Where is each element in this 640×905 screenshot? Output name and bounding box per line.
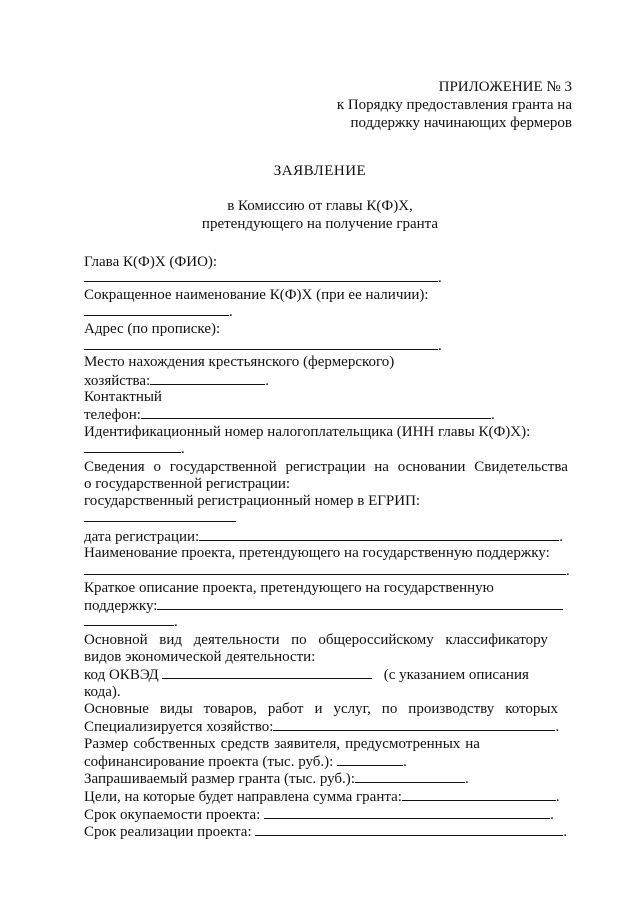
okved-row: код ОКВЭД (с указанием описания [84,667,529,683]
project-desc-field-row-2: . [84,612,178,631]
location-label-1: Место нахождения крестьянского (фермерского) [84,354,395,370]
grant-size-field[interactable] [355,769,465,783]
goals-field[interactable] [402,787,556,801]
payback-row: Срок окупаемости проекта: . [84,807,554,823]
project-desc-row: поддержку: [84,596,563,615]
head-field[interactable] [84,268,438,282]
short-name-field[interactable] [84,302,229,316]
head-field-row: . [84,268,442,287]
phone-field[interactable] [141,405,491,419]
goods-row: Специализируется хозяйство: . [84,719,560,735]
phone-row: телефон: . [84,407,495,423]
registration-line-2: о государственной регистрации: [84,476,291,492]
okved-note-2: кода). [84,684,121,700]
project-desc-field[interactable] [157,596,563,610]
activity-line-2: видов экономической деятельности: [84,649,316,665]
appendix-number: ПРИЛОЖЕНИЕ № 3 [438,79,572,95]
project-name-field-row: . [84,561,570,580]
egrip-field[interactable] [84,508,236,522]
reg-date-field[interactable] [199,527,559,541]
goods-line-1: Основные виды товаров, работ и услуг, по производству которых [84,701,558,717]
address-field[interactable] [84,336,438,350]
implementation-row: Срок реализации проекта: . [84,824,568,840]
head-label: Глава К(Ф)Х (ФИО): [84,254,218,270]
egrip-field-row [84,508,236,527]
short-name-label: Сокращенное наименование К(Ф)Х (при ее наличии): [84,287,429,303]
contact-label-1: Контактный [84,389,162,405]
project-desc-field-2[interactable] [84,612,174,626]
project-desc-label-1: Краткое описание проекта, претендующего на государственную [84,580,494,596]
address-label: Адрес (по прописке): [84,321,221,337]
inn-field[interactable] [84,439,181,453]
okved-field[interactable] [162,665,372,679]
project-name-label: Наименование проекта, претендующего на государственную поддержку: [84,545,550,561]
activity-line-1: Основной вид деятельности по общероссийскому классификатору [84,632,548,648]
goods-field[interactable] [273,717,555,731]
reg-date-row: дата регистрации: . [84,529,563,545]
inn-label: Идентификационный номер налогоплательщика (ИНН главы К(Ф)Х): [84,424,531,440]
inn-field-row: . [84,439,185,458]
own-funds-row: софинансирование проекта (тыс. руб.): . [84,754,407,770]
appendix-line-3: поддержку начинающих фермеров [350,115,572,131]
location-field[interactable] [150,371,265,385]
location-row: хозяйства: . [84,373,269,389]
short-name-field-row: . [84,302,233,321]
project-name-field[interactable] [84,561,566,575]
subtitle-line-1: в Комиссию от главы К(Ф)Х, [227,198,413,214]
grant-size-row: Запрашиваемый размер гранта (тыс. руб.): . [84,771,469,787]
appendix-line-2: к Порядку предоставления гранта на [336,97,572,113]
own-funds-field[interactable] [337,752,403,766]
goals-row: Цели, на которые будет направлена сумма гранта: . [84,789,560,805]
address-field-row: . [84,336,442,355]
payback-field[interactable] [264,805,550,819]
document-title: ЗАЯВЛЕНИЕ [273,163,367,179]
subtitle-line-2: претендующего на получение гранта [201,216,439,232]
own-funds-line-1: Размер собственных средств заявителя, предусмотренных на [84,736,480,752]
registration-line-1: Сведения о государственной регистрации на основании Свидетельства [84,459,568,475]
egrip-label: государственный регистрационный номер в ЕГРИП: [84,493,421,509]
implementation-field[interactable] [255,822,563,836]
